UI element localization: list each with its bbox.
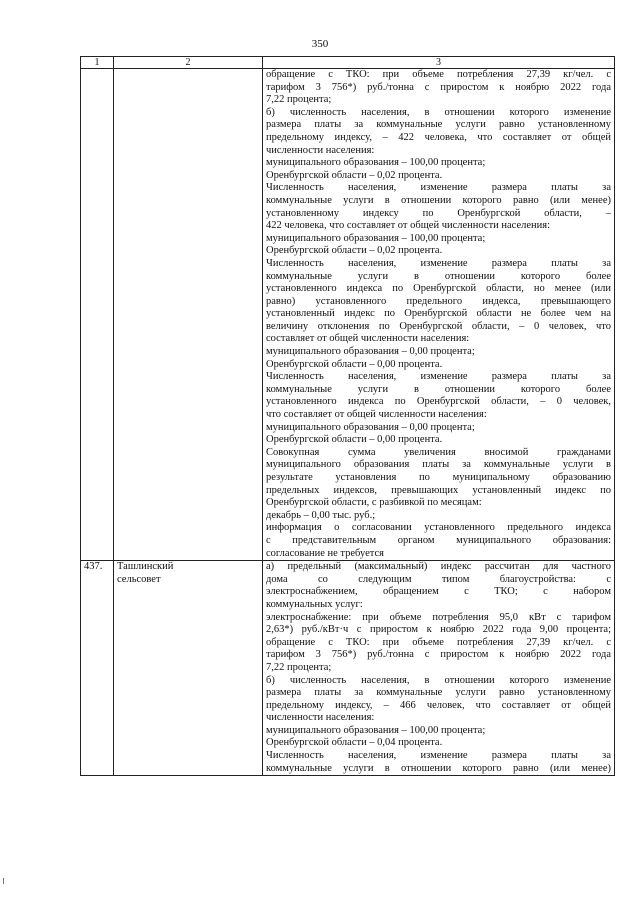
text-line: коммунальные услуги в отношении которого более <box>266 270 611 282</box>
scan-margin-mark <box>3 878 4 884</box>
text-line: численности населения: <box>266 144 375 156</box>
text-line: электроснабжение: при объеме потребления 95,0 кВт с тарифом <box>266 611 611 623</box>
page-number: 350 <box>311 38 329 50</box>
text-line: б) численность населения, в отношении которого изменение <box>266 674 611 686</box>
row-number-cell: 437. <box>81 561 114 776</box>
table-header-row <box>81 57 615 69</box>
text-line: составляет от общей численности населения: <box>266 333 470 345</box>
row-number-cell <box>81 69 114 561</box>
text-line: коммунальные услуги в отношении которого равно (или менее) <box>266 762 611 774</box>
text-line: Численность населения, изменение размера платы за <box>266 257 611 269</box>
text-line: муниципального образования – 100,00 процента; <box>266 232 486 244</box>
column-header-3: 3 <box>263 57 615 69</box>
text-line: Оренбургской области – 0,02 процента. <box>266 169 443 181</box>
text-line: 7,22 процента; <box>266 661 332 673</box>
text-line: информация о согласовании установленного предельного индекса <box>266 522 611 534</box>
text-line: предельному индексу, – 422 человека, что составляет от общей <box>266 131 611 143</box>
text-line: установленного индекса по Оренбургской области, но менее (или <box>266 283 611 295</box>
text-line: Оренбургской области – 0,02 процента. <box>266 245 443 257</box>
text-line: предельных индексов, превышающих установленный индекс по <box>266 484 611 496</box>
text-line: тарифом 3 756*) руб./тонна с приростом к ноябрю 2022 года <box>266 81 611 93</box>
text-line: установленному индексу по Оренбургской области, – <box>266 207 611 219</box>
index-description-cell <box>263 561 615 776</box>
text-line: установленный индекс по Оренбургской области не более чем на <box>266 308 611 320</box>
text-line: Оренбургской области, с разбивкой по месяцам: <box>266 497 482 509</box>
text-line: размера платы за коммунальные услуги равно установленному <box>266 687 611 699</box>
column-header-1: 1 <box>81 57 114 69</box>
text-line: Численность населения, изменение размера платы за <box>266 371 611 383</box>
text-line: коммунальные услуги в отношении которого равно (или менее) <box>266 194 611 206</box>
column-header-2: 2 <box>114 57 263 69</box>
text-line: Оренбургской области – 0,00 процента. <box>266 434 443 446</box>
text-line: а) предельный (максимальный) индекс рассчитан для частного <box>266 561 611 573</box>
index-description-cell <box>263 69 615 561</box>
municipality-name-line: сельсовет <box>117 573 161 585</box>
text-line: Оренбургской области – 0,04 процента. <box>266 737 443 749</box>
text-line: Оренбургской области – 0,00 процента. <box>266 358 443 370</box>
text-line: 2,63*) руб./кВт·ч с приростом к ноябрю 2022 года 9,00 процента; <box>266 624 611 636</box>
text-line: коммунальные услуги в отношении которого более <box>266 383 611 395</box>
text-line: предельному индексу, – 466 человек, что составляет от общей <box>266 699 611 711</box>
text-line: муниципального образования – 0,00 процента; <box>266 421 475 433</box>
text-line: что составляет от общей численности населения: <box>266 409 487 421</box>
text-line: установленного индекса по Оренбургской области, – 0 человек, <box>266 396 611 408</box>
municipality-name-line: Ташлинский <box>117 561 174 573</box>
text-line: величину отклонения по Оренбургской области, – 0 человек, что <box>266 320 611 332</box>
text-line: с представительным органом муниципального образования: <box>266 534 611 546</box>
text-line: муниципального образования – 0,00 процента; <box>266 346 475 358</box>
text-line: Совокупная сумма увеличения вносимой гражданами <box>266 446 611 458</box>
text-line: обращение с ТКО: при объеме потребления 27,39 кг/чел. с <box>266 69 611 80</box>
text-line: согласование не требуется <box>266 547 384 559</box>
text-line: Численность населения, изменение размера платы за <box>266 750 611 762</box>
text-line: численности населения: <box>266 712 375 724</box>
text-line: муниципального образования платы за коммунальные услуги в <box>266 459 611 471</box>
text-line: 422 человека, что составляет от общей численности населения: <box>266 220 551 232</box>
text-line: обращение с ТКО: при объеме потребления 27,39 кг/чел. с <box>266 636 611 648</box>
text-line: 7,22 процента; <box>266 94 332 106</box>
table-row <box>81 561 615 776</box>
text-line: муниципального образования – 100,00 процента; <box>266 724 486 736</box>
text-line: б) численность населения, в отношении которого изменение <box>266 106 611 118</box>
table-row <box>81 69 615 561</box>
municipality-name-cell <box>114 69 263 561</box>
document-table <box>80 56 615 776</box>
municipality-name-cell <box>114 561 263 776</box>
text-line: коммунальных услуг: <box>266 598 363 610</box>
text-line: декабрь – 0,00 тыс. руб.; <box>266 509 376 521</box>
text-line: равно) установленного предельного индекса, превышающего <box>266 295 611 307</box>
text-line: Численность населения, изменение размера платы за <box>266 182 611 194</box>
text-line: размера платы за коммунальные услуги равно установленному <box>266 119 611 131</box>
text-line: результате установления по муниципальному образованию <box>266 472 611 483</box>
text-line: дома со следующим типом благоустройства: с <box>266 573 611 585</box>
text-line: электроснабжением, обращением с ТКО; с набором <box>266 586 611 598</box>
text-line: муниципального образования – 100,00 процента; <box>266 157 486 169</box>
text-line: тарифом 3 756*) руб./тонна с приростом к ноябрю 2022 года <box>266 649 611 661</box>
